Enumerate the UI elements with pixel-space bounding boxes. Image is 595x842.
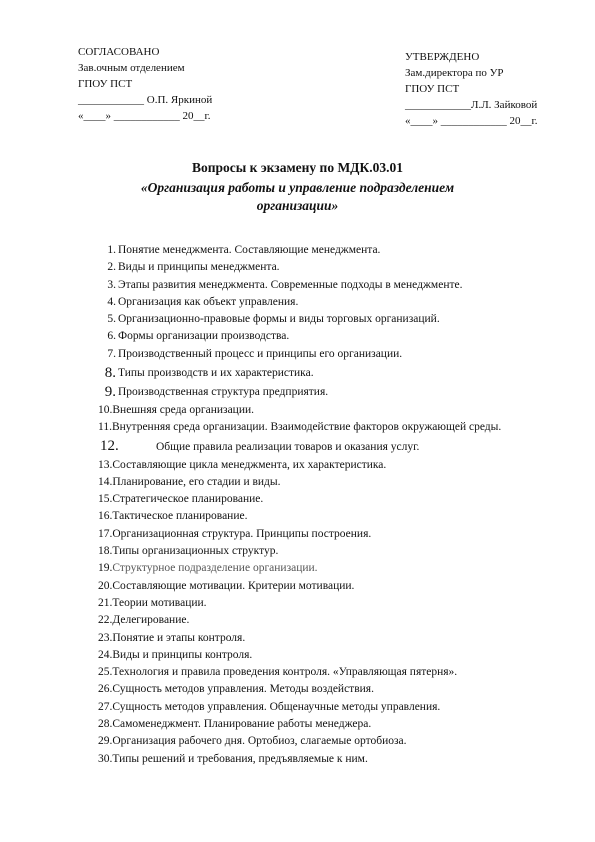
question-number: 13. — [98, 458, 113, 471]
question-number: 10. — [98, 403, 113, 416]
question-text: Типы производств и их характеристика. — [118, 367, 314, 380]
question-item — [100, 294, 550, 311]
question-number: 6. — [107, 330, 116, 343]
question-text: Стратегическое планирование. — [112, 493, 264, 506]
question-item — [98, 474, 550, 491]
question-item — [100, 438, 550, 456]
question-number: 30. — [98, 752, 113, 765]
question-item — [100, 384, 550, 401]
approval-left-position: Зав.очным отделением — [78, 62, 185, 74]
question-text: Общие правила реализации товаров и оказания услуг. — [156, 441, 420, 454]
question-text: Понятие менеджмента. Составляющие менеджмента. — [118, 244, 381, 256]
question-item — [98, 578, 550, 595]
question-item — [100, 311, 550, 328]
question-item — [100, 365, 550, 382]
question-text: Производственная структура предприятия. — [118, 386, 329, 399]
question-item — [98, 491, 550, 508]
question-list — [100, 242, 550, 768]
question-number: 15. — [98, 493, 113, 506]
question-text: Внешняя среда организации. — [112, 403, 255, 416]
question-item — [98, 630, 550, 647]
question-number: 25. — [98, 666, 113, 679]
question-text: Составляющие цикла менеджмента, их характеристика. — [112, 458, 387, 471]
question-text: Внутренняя среда организации. Взаимодействие факторов окружающей среды. — [111, 420, 502, 433]
question-item — [98, 526, 550, 543]
question-number: 7. — [107, 347, 116, 360]
question-text: Теории мотивации. — [112, 596, 207, 609]
document-title: Вопросы к экзамену по МДК.03.01 — [191, 160, 404, 175]
question-item — [98, 560, 550, 577]
question-text: Организация как объект управления. — [118, 295, 299, 308]
question-number: 2. — [107, 261, 116, 274]
question-item — [98, 699, 550, 716]
question-item — [98, 612, 550, 629]
question-item — [100, 242, 550, 259]
question-text: Производственный процесс и принципы его организации. — [118, 347, 403, 360]
question-text: Этапы развития менеджмента. Современные подходы в менеджменте. — [118, 278, 463, 291]
question-item — [98, 647, 550, 664]
approval-block-left — [78, 44, 212, 124]
question-text: Технология и правила проведения контроля. «Управляющая пятерня». — [112, 666, 458, 679]
question-number: 27. — [98, 700, 113, 713]
question-text: Организация рабочего дня. Ортобиоз, слагаемые ортобиоза. — [112, 735, 407, 748]
question-number: 26. — [98, 683, 113, 696]
question-number: 11. — [98, 420, 112, 433]
question-text: Тактическое планирование. — [112, 510, 248, 523]
question-number: 28. — [98, 718, 113, 731]
question-item — [100, 328, 550, 345]
question-text: Формы организации производства. — [118, 330, 290, 343]
question-text: Типы организационных структур. — [112, 545, 279, 558]
question-number: 16. — [98, 510, 113, 523]
approval-left-org: ГПОУ ПСТ — [78, 78, 133, 90]
question-number: 20. — [98, 579, 113, 592]
approval-right-heading: УТВЕРЖДЕНО — [405, 51, 480, 63]
question-text: Виды и принципы менеджмента. — [118, 261, 280, 274]
question-item — [100, 259, 550, 276]
question-item — [98, 402, 550, 419]
question-number: 21. — [98, 596, 113, 609]
question-number: 24. — [98, 648, 113, 661]
question-text: Виды и принципы контроля. — [112, 648, 253, 661]
question-number: 17. — [98, 527, 113, 540]
question-text: Организационная структура. Принципы построения. — [112, 527, 372, 540]
question-text: Сущность методов управления. Методы воздействия. — [112, 683, 374, 696]
document-title-block — [0, 158, 595, 215]
question-item — [98, 543, 550, 560]
question-text: Составляющие мотивации. Критерии мотивации. — [112, 579, 355, 592]
approval-block-right — [405, 49, 538, 129]
approval-right-position: Зам.директора по УР — [405, 67, 504, 79]
question-item — [98, 681, 550, 698]
question-text: Делегирование. — [112, 614, 190, 627]
approval-left-heading: СОГЛАСОВАНО — [78, 46, 160, 58]
question-item — [98, 457, 550, 474]
question-item — [98, 751, 550, 768]
question-item — [98, 733, 550, 750]
document-subtitle: «Организация работы и управление подразделением организации» — [140, 180, 455, 213]
question-item — [98, 508, 550, 525]
question-text: Планирование, его стадии и виды. — [112, 475, 281, 488]
question-number: 9. — [104, 384, 116, 401]
question-number: 18. — [98, 545, 113, 558]
question-text: Самоменеджмент. Планирование работы менеджера. — [112, 718, 372, 731]
question-number: 23. — [98, 631, 113, 644]
question-number: 14. — [98, 475, 113, 488]
question-item — [98, 595, 550, 612]
approval-left-date: «____» ____________ 20__г. — [78, 110, 211, 122]
question-text: Понятие и этапы контроля. — [112, 631, 246, 644]
question-item — [98, 419, 550, 436]
question-item — [98, 716, 550, 733]
approval-right-date: «____» ____________ 20__г. — [405, 115, 538, 127]
question-text: Структурное подразделение организации. — [112, 562, 318, 575]
question-number: 12. — [100, 438, 119, 455]
question-text: Организационно-правовые формы и виды торговых организаций. — [118, 313, 440, 326]
question-number: 3. — [107, 278, 116, 291]
approval-right-org: ГПОУ ПСТ — [405, 83, 460, 95]
question-item — [98, 664, 550, 681]
approval-left-signature: ____________ О.П. Яркиной — [78, 94, 213, 106]
question-text: Типы решений и требования, предъявляемые к ним. — [112, 752, 368, 765]
question-number: 22. — [98, 614, 113, 627]
question-number: 4. — [107, 295, 116, 308]
question-number: 5. — [107, 313, 116, 326]
question-number: 8. — [104, 365, 116, 382]
question-number: 19. — [98, 562, 113, 575]
approval-right-signature: ____________Л.Л. Зайковой — [405, 99, 538, 111]
question-item — [100, 277, 550, 294]
question-text: Сущность методов управления. Общенаучные методы управления. — [112, 700, 441, 713]
question-number: 1. — [107, 244, 116, 256]
question-item — [100, 346, 550, 363]
question-number: 29. — [98, 735, 113, 748]
